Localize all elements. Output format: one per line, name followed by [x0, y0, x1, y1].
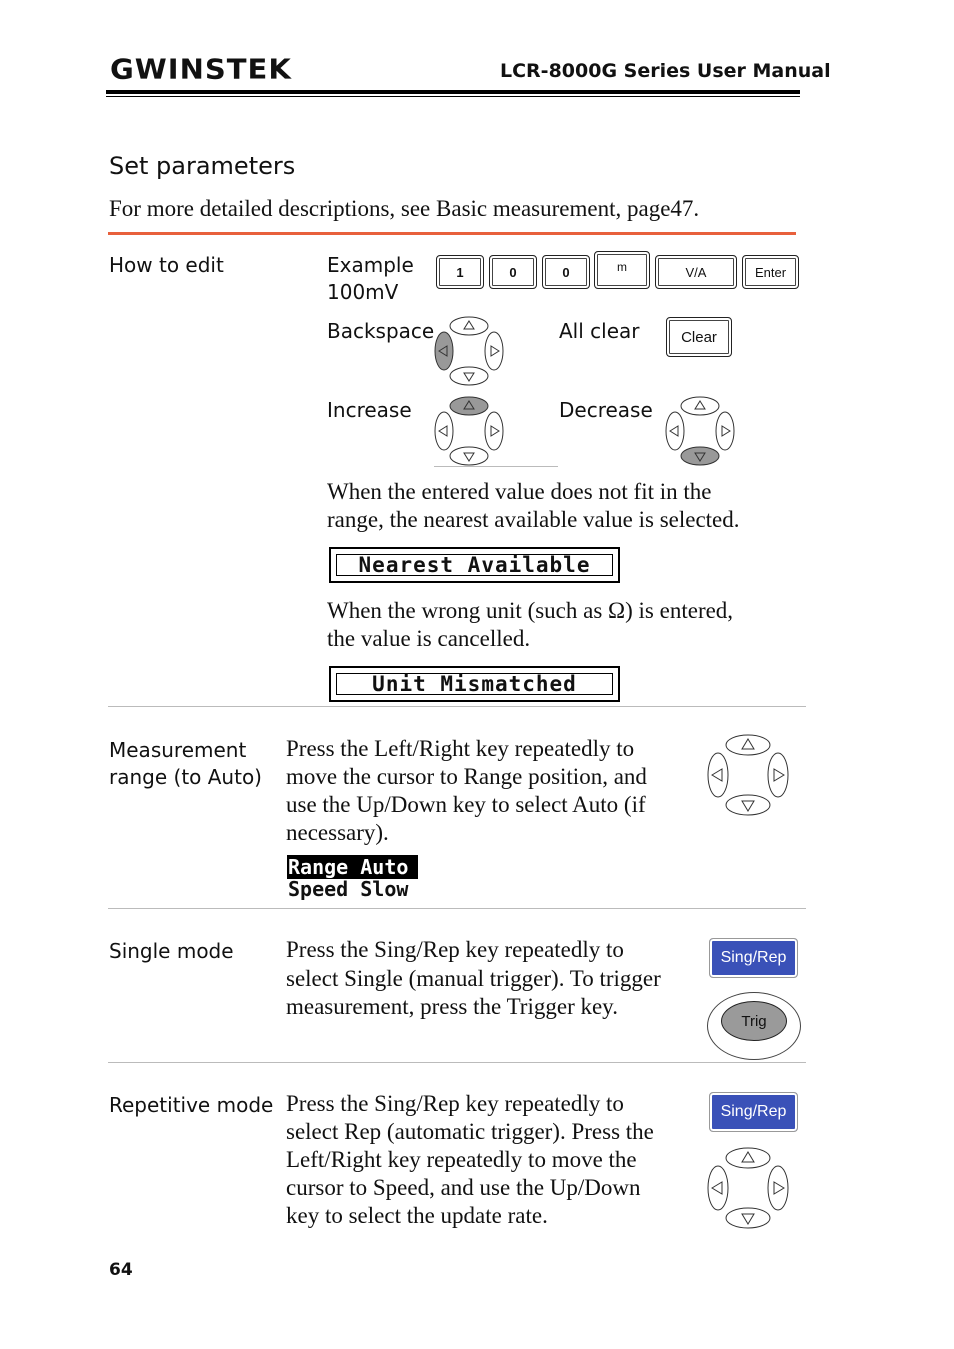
- lcd-range-auto: Range Auto: [287, 855, 418, 879]
- sing-rep-button-2[interactable]: Sing/Rep: [709, 1092, 798, 1132]
- example-label: Example: [327, 253, 414, 277]
- page-number: 64: [109, 1260, 133, 1280]
- trig-button[interactable]: Trig: [721, 1001, 787, 1041]
- lcd-mismatch-text: Unit Mismatched: [336, 673, 613, 695]
- arrow-pad-up-icon[interactable]: [434, 396, 504, 466]
- repetitive-mode-text-3: Left/Right key repeatedly to move the: [286, 1147, 637, 1172]
- brand-logo: GWINSTEK: [110, 52, 292, 86]
- section-divider: [108, 232, 796, 235]
- measurement-range-text-2: move the cursor to Range position, and: [286, 764, 647, 789]
- key-0-second[interactable]: 0: [542, 255, 590, 289]
- key-0[interactable]: 0: [489, 255, 537, 289]
- key-va[interactable]: V/A: [655, 255, 737, 289]
- arrow-pad-left-icon[interactable]: [434, 316, 504, 386]
- single-mode-label: Single mode: [109, 939, 234, 963]
- sing-rep-button[interactable]: Sing/Rep: [709, 938, 798, 978]
- all-clear-label: All clear: [559, 319, 640, 343]
- section-title: Set parameters: [109, 152, 296, 180]
- range-note-line2: range, the nearest available value is selected.: [327, 507, 740, 532]
- row-divider: [108, 706, 806, 707]
- header-rule: [106, 90, 800, 94]
- header-rule-thin: [106, 96, 800, 97]
- increase-label: Increase: [327, 398, 412, 422]
- key-enter[interactable]: Enter: [742, 255, 799, 289]
- measurement-range-text-3: use the Up/Down key to select Auto (if: [286, 792, 646, 817]
- lcd-nearest-available: [329, 547, 620, 583]
- arrow-pad-down-icon[interactable]: [665, 396, 735, 466]
- example-value: 100mV: [327, 280, 399, 304]
- unit-note-line1: When the wrong unit (such as Ω) is entered,: [327, 598, 734, 623]
- lcd-nearest-text: Nearest Available: [336, 554, 613, 576]
- pad-divider: [434, 466, 558, 467]
- range-note-line1: When the entered value does not fit in the: [327, 479, 712, 504]
- measurement-range-label-2: range (to Auto): [109, 765, 262, 789]
- key-m[interactable]: m: [594, 251, 650, 289]
- decrease-label: Decrease: [559, 398, 653, 422]
- arrow-pad-icon-2[interactable]: [706, 1146, 790, 1230]
- arrow-pad-icon[interactable]: [706, 733, 790, 817]
- measurement-range-text-4: necessary).: [286, 820, 389, 845]
- single-mode-text-2: select Single (manual trigger). To trigger: [286, 966, 661, 991]
- single-mode-text-3: measurement, press the Trigger key.: [286, 994, 618, 1019]
- lcd-range-line: [287, 855, 418, 879]
- row-divider-3: [108, 1062, 806, 1063]
- trig-button-frame[interactable]: [707, 992, 801, 1060]
- key-1[interactable]: 1: [436, 255, 484, 289]
- repetitive-mode-text-2: select Rep (automatic trigger). Press the: [286, 1119, 654, 1144]
- backspace-label: Backspace: [327, 319, 435, 343]
- clear-key[interactable]: Clear: [666, 317, 732, 357]
- measurement-range-text-1: Press the Left/Right key repeatedly to: [286, 736, 635, 761]
- lcd-unit-mismatched: [329, 666, 620, 702]
- single-mode-text-1: Press the Sing/Rep key repeatedly to: [286, 937, 624, 962]
- unit-note-line2: the value is cancelled.: [327, 626, 531, 651]
- measurement-range-label: Measurement: [109, 738, 247, 762]
- repetitive-mode-text-4: cursor to Speed, and use the Up/Down: [286, 1175, 641, 1200]
- row-divider-2: [108, 908, 806, 909]
- manual-title: LCR-8000G Series User Manual: [500, 60, 831, 82]
- repetitive-mode-label: Repetitive mode: [109, 1093, 274, 1117]
- section-intro: For more detailed descriptions, see Basic measurement, page47.: [109, 196, 700, 221]
- lcd-speed-line: Speed Slow: [288, 877, 409, 901]
- how-to-edit-label: How to edit: [109, 253, 224, 277]
- repetitive-mode-text-1: Press the Sing/Rep key repeatedly to: [286, 1091, 624, 1116]
- repetitive-mode-text-5: key to select the update rate.: [286, 1203, 548, 1228]
